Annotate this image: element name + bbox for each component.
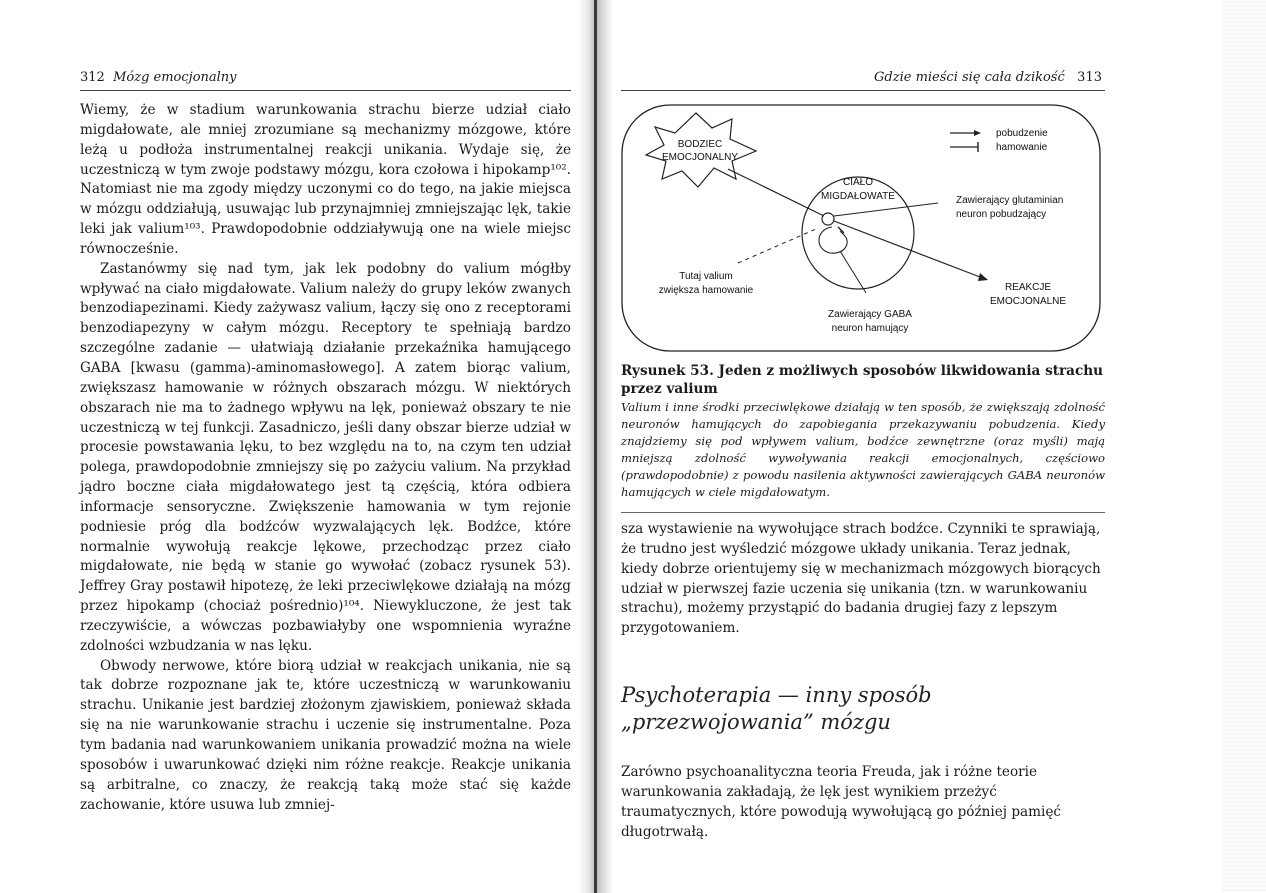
legend-inhibition-label: hamowanie [996, 142, 1048, 153]
response-output-line [834, 221, 980, 277]
section-heading [621, 682, 1105, 736]
stimulus-label-line2: EMOCJONALNY [661, 152, 739, 163]
gaba-neuron-loop [819, 227, 847, 253]
gaba-label-line1: Zawierający GABA [828, 309, 912, 320]
glutamate-pointer-line [834, 203, 938, 216]
figure-53-caption [621, 362, 1105, 501]
section-heading-line1: Psychoterapia — inny sposób [621, 683, 932, 707]
right-running-head [830, 70, 1102, 85]
left-header-rule [80, 90, 571, 91]
page-edge-stack [1222, 0, 1266, 893]
stimulus-burst-shape [646, 113, 756, 187]
response-arrow-icon [978, 273, 988, 281]
left-page-number: 312 [80, 70, 105, 85]
valium-pointer-line [738, 229, 816, 263]
legend-arrow-icon [974, 130, 981, 136]
excitatory-neuron-icon [822, 213, 834, 225]
figure-53-diagram [620, 103, 1102, 355]
right-paragraph-continued: sza wystawienie na wywołujące strach bodźce. Czynniki te sprawiają, że trudno jest wyśledzić mózgowe układy unikania. Teraz jednak, kiedy dobrze orientujemy się w mechanizmach mózgowych biorących udział w pierwszej fazie uczenia się unikania (tzn. w warunkowaniu strachu), możemy przystąpić do badania drugiej fazy z lepszym przygotowaniem. [621, 521, 1101, 637]
caption-body: Valium i inne środki przeciwlękowe działają w ten sposób, że zwiększają zdolność neuronów hamujących do zapobiegania przekazywaniu pobudzenia. Kiedy znajdziemy się pod wpływem valium, bodźce zewnętrzne (oraz myśli) mają mniejszą zdolność wywoływania reakcji emocjonalnych, częściowo (prawdopodobnie) z powodu nasilenia aktywności zawierających GABA neuronów hamujących w ciele migdałowatym. [621, 400, 1105, 499]
left-paragraph-2: Zastanówmy się nad tym, jak lek podobny do valium mógłby wpływać na ciało migdałowate. Valium należy do grupy leków zwanych benzodiapezinami. Kiedy zażywasz valium, łączy się ono z receptorami benzodiapezyny w całym mózgu. Receptory te spełniają bardzo szczególne zadanie — ułatwiają działanie przekaźnika hamującego GABA [kwasu (gamma)-aminomasłowego]. A zatem biorąc valium, zwiększasz hamowanie w różnych obszarach mózgu. W niektórych obszarach nie ma to żadnego wpływu na lęk, ponieważ obszary te nie uczestniczą w tej funkcji. Zasadniczo, jeśli dany obszar bierze udział w procesie powstawania lęku, to bez względu na to, na czym ten udział polega, prawdopodobnie zmniejszy się po zażyciu valium. Na przykład jądro boczne ciała migdałowatego jest tą częścią, która odbiera informacje sensoryczne. Zwiększenie hamowania w tym rejonie podniesie próg dla bodźców wyzwalających lęk. Bodźce, które normalnie wywołują reakcje lękowe, przechodząc przez ciało migdałowate, nie będą w stanie go wywołać (zobacz rysunek 53). Jeffrey Gray postawił hipotezę, że leki przeciwlękowe działają na mózg przez hipokamp (chociaż pośrednio)¹⁰⁴. Niewykluczone, że jest tak rzeczywiście, a wówczas pozbawiałyby one wspomnienia wyraźne zdolności wzbudzania w nas lęku. [80, 260, 571, 654]
caption-rule [621, 512, 1105, 513]
right-page-number: 313 [1077, 70, 1102, 85]
amygdala-label-line2: MIGDAŁOWATE [821, 191, 895, 202]
left-body-text [80, 101, 571, 815]
caption-title: Rysunek 53. Jeden z możliwych sposobów likwidowania strachu przez valium [621, 363, 1104, 397]
amygdala-label-line1: CIAŁO [842, 177, 874, 188]
valium-label-line1: Tutaj valium [679, 271, 733, 282]
glutamate-label-line1: Zawierający glutaminian [956, 195, 1064, 206]
response-label-line1: REAKCJE [1004, 282, 1052, 293]
left-running-head [80, 70, 237, 85]
left-running-title: Mózg emocjonalny [113, 70, 237, 85]
section-heading-line2: „przezwojowania” mózgu [621, 710, 891, 734]
glutamate-label-line2: neuron pobudzający [956, 209, 1047, 220]
gaba-label-line2: neuron hamujący [831, 323, 909, 334]
left-paragraph-3: Obwody nerwowe, które biorą udział w reakcjach unikania, nie są tak dobrze rozpoznane jak te, które uczestniczą w warunkowaniu strachu. Unikanie jest bardziej złożonym zjawiskiem, ponieważ składa się na nie warunkowanie strachu i uczenie się instrumentalne. Poza tym badania nad warunkowaniem unikania prowadzić można na wiele sposobów i uwarunkować dzięki nim różne reakcje. Reakcje unikania są arbitralne, co znaczy, że reakcją taką może stać się każde zachowanie, które usuwa lub zmniej- [80, 657, 571, 813]
stimulus-input-line [728, 169, 824, 216]
legend-excitation-label: pobudzenie [996, 128, 1048, 139]
right-section-text [621, 763, 1105, 842]
response-label-line2: EMOCJONALNE [989, 296, 1067, 307]
right-body-text [621, 520, 1105, 639]
valium-label-line2: zwiększa hamowanie [658, 285, 754, 296]
right-running-title: Gdzie mieści się cała dzikość [874, 70, 1065, 85]
right-section-paragraph: Zarówno psychoanalityczna teoria Freuda, jak i różne teorie warunkowania zakładają, że lęk jest wynikiem przeżyć traumatycznych, które powodują wywołującą go później pamięć długotrwałą. [621, 764, 1062, 840]
stimulus-label-line1: BODZIEC [677, 139, 723, 150]
left-paragraph-1: Wiemy, że w stadium warunkowania strachu bierze udział ciało migdałowate, ale mniej zrozumiane są mechanizmy mózgowe, które leżą u podłoża instrumentalnej reakcji unikania. Wydaje się, że uczestniczą w tym zwoje podstawy mózgu, kora czołowa i hipokamp¹⁰². Natomiast nie ma zgody między uczonymi co do tego, na jakie miejsca w mózgu oddziałują, usuwając lub przynajmniej zmniejszając lęk, takie leki jak valium¹⁰³. Prawdopodobnie oddziaływują one na wiele miejsc równocześnie. [80, 102, 571, 257]
book-gutter-line [594, 0, 597, 893]
right-header-rule [621, 90, 1105, 91]
